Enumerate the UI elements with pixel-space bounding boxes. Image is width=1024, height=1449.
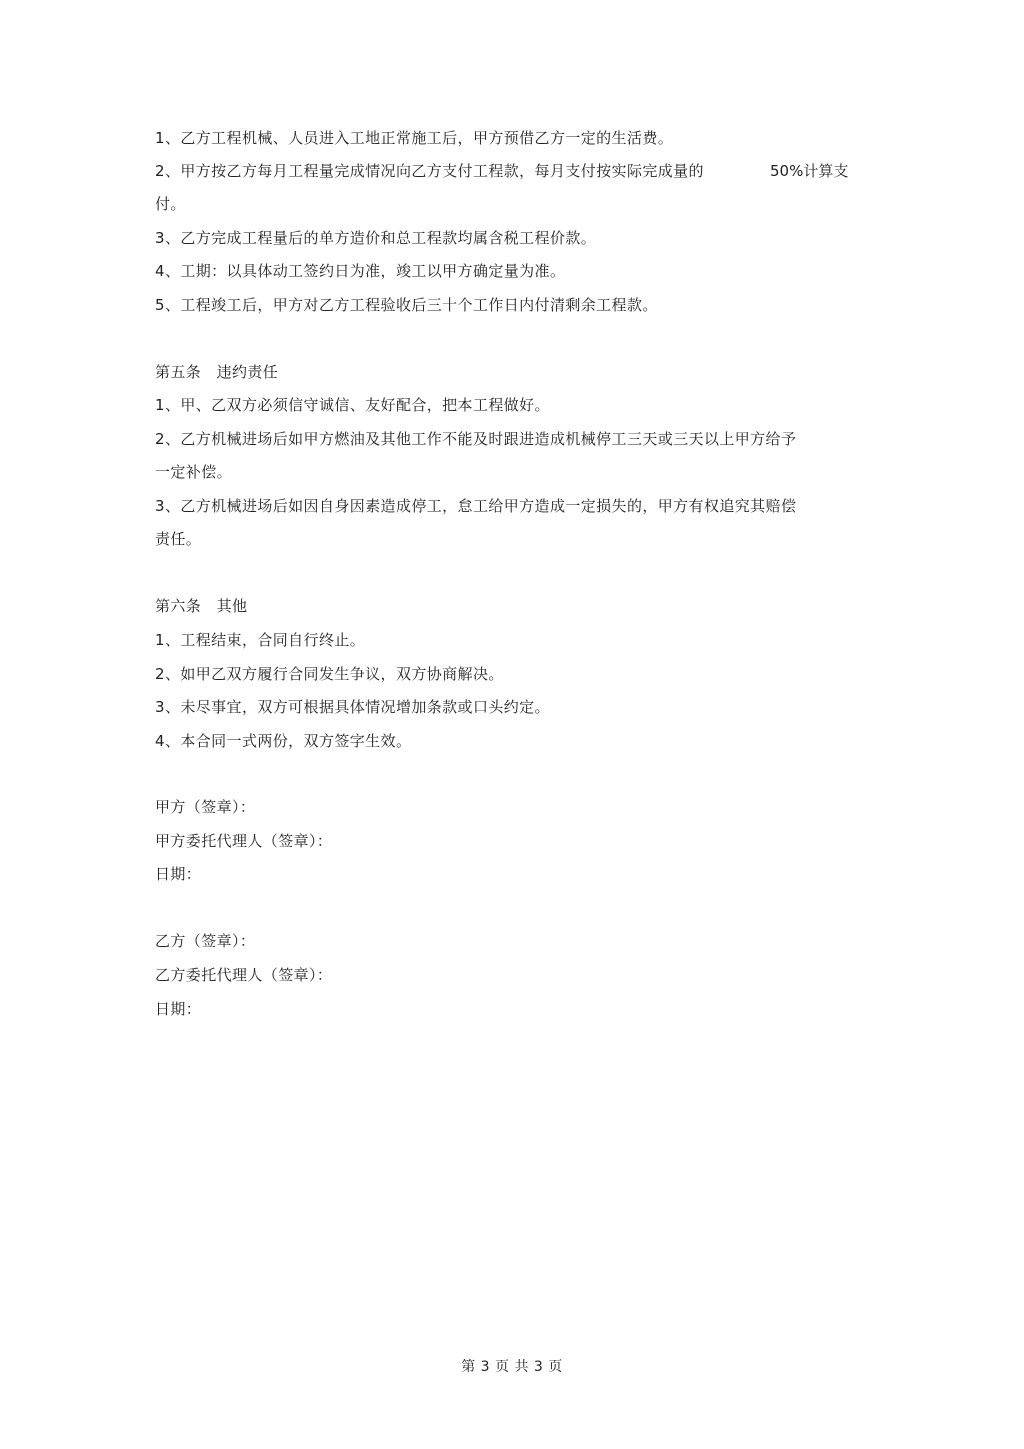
- article-6-item-1: 1、工程结束，合同自行终止。: [155, 631, 366, 649]
- payment-item-5: 5、工程竣工后，甲方对乙方工程验收后三十个工作日内付清剩余工程款。: [155, 296, 658, 314]
- article-6-item-4: 4、本合同一式两份，双方签字生效。: [155, 732, 412, 750]
- party-b-date: 日期：: [155, 1000, 202, 1018]
- page-number-footer: 第 3 页 共 3 页: [461, 1359, 563, 1375]
- article-5-item-3-wrap: 责任。: [155, 530, 202, 548]
- article-6-item-3: 3、未尽事宜，双方可根据具体情况增加条款或口头约定。: [155, 698, 550, 716]
- payment-item-4: 4、工期：以具体动工签约日为准，竣工以甲方确定量为准。: [155, 262, 566, 280]
- payment-item-3: 3、乙方完成工程量后的单方造价和总工程款均属含税工程价款。: [155, 229, 597, 247]
- article-5-item-3: 3、乙方机械进场后如因自身因素造成停工，怠工给甲方造成一定损失的，甲方有权追究其赔偿: [155, 497, 797, 515]
- article-6-item-2: 2、如甲乙双方履行合同发生争议，双方协商解决。: [155, 665, 504, 683]
- party-b-seal: 乙方（签章）：: [155, 932, 256, 950]
- payment-item-1: 1、乙方工程机械、人员进入工地正常施工后，甲方预借乙方一定的生活费。: [155, 129, 674, 147]
- article-5-item-2: 2、乙方机械进场后如甲方燃油及其他工作不能及时跟进造成机械停工三天或三天以上甲方给予: [155, 430, 797, 448]
- party-b-agent: 乙方委托代理人（签章）：: [155, 966, 333, 984]
- article-5-heading: 第五条 违约责任: [155, 363, 279, 381]
- payment-item-2: 2、甲方按乙方每月工程量完成情况向乙方支付工程款，每月支付按实际完成量的: [155, 162, 704, 180]
- payment-item-2-percent: 50%计算支: [770, 162, 849, 180]
- payment-item-2-wrap: 付。: [155, 195, 186, 213]
- article-5-item-1: 1、甲、乙双方必须信守诚信、友好配合，把本工程做好。: [155, 396, 550, 414]
- party-a-agent: 甲方委托代理人（签章）：: [155, 832, 333, 850]
- party-a-seal: 甲方（签章）：: [155, 798, 256, 816]
- party-a-date: 日期：: [155, 865, 202, 883]
- article-6-heading: 第六条 其他: [155, 597, 248, 615]
- article-5-item-2-wrap: 一定补偿。: [155, 463, 233, 481]
